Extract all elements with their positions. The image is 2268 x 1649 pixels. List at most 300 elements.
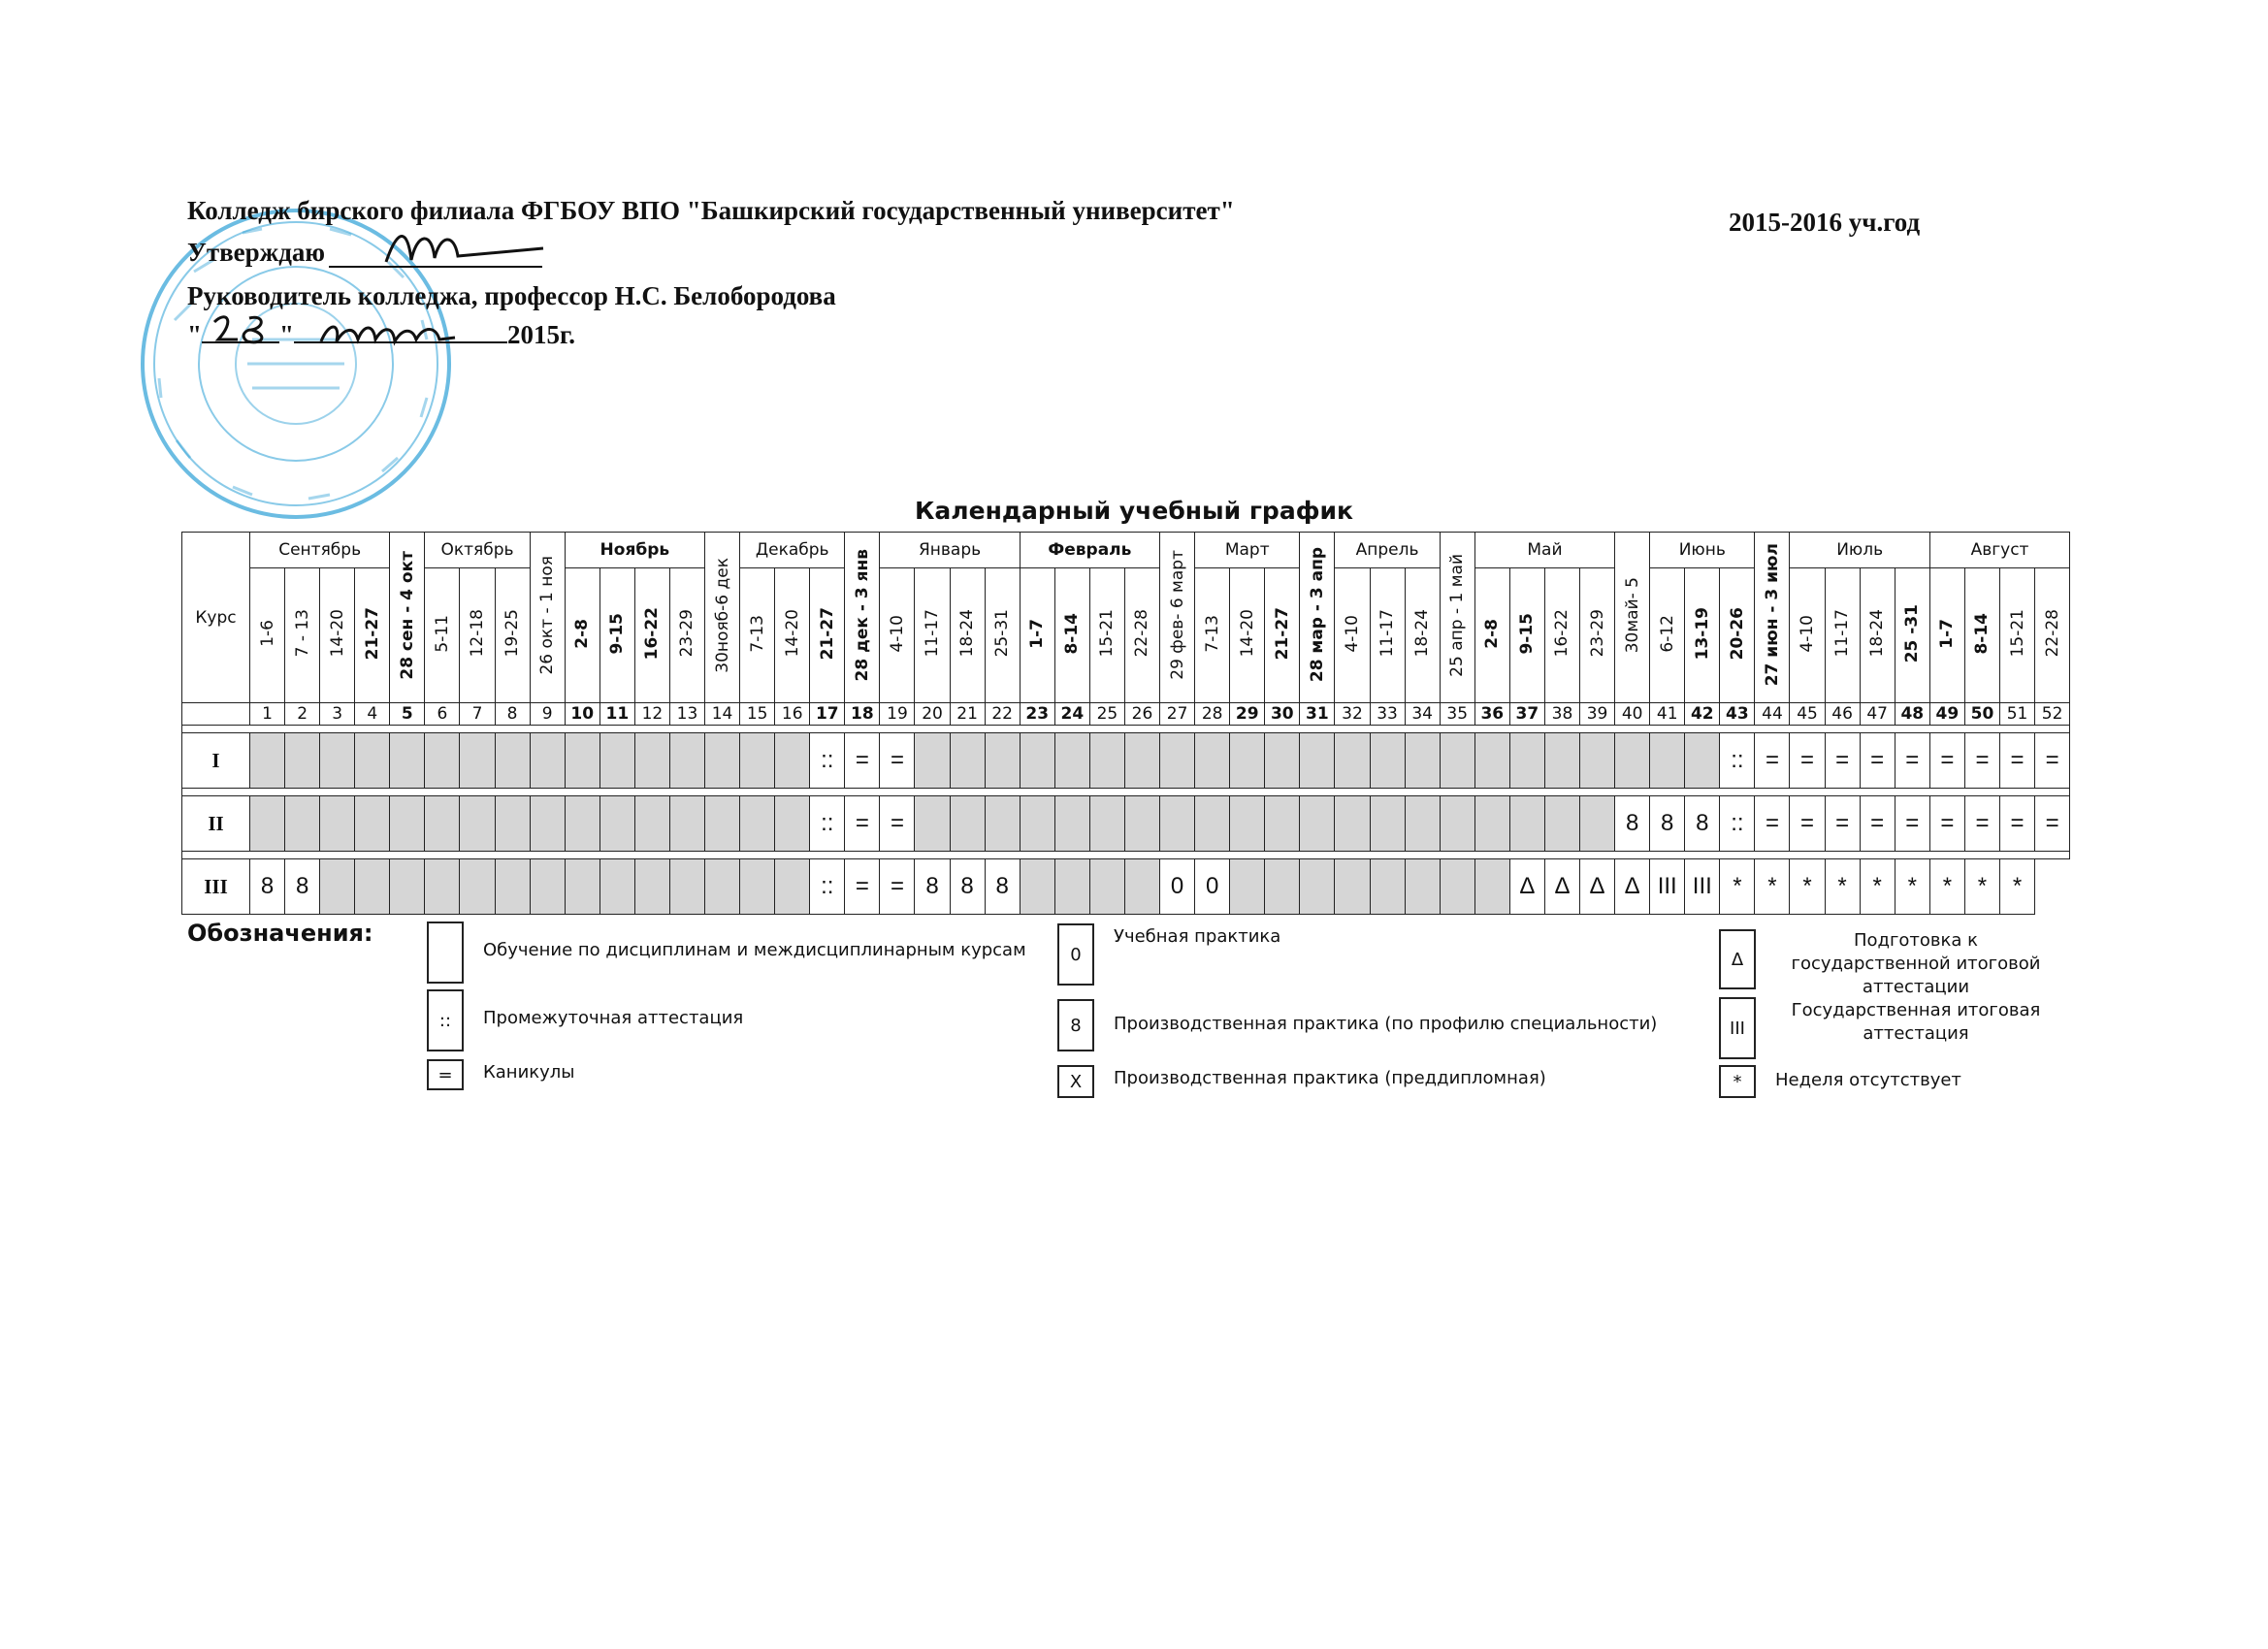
transition-week-header [1440, 533, 1474, 703]
legend-symbol: Δ [1719, 929, 1756, 989]
schedule-cell [1020, 733, 1054, 789]
week-range-header [1964, 568, 1999, 703]
week-number: 51 [2000, 703, 2035, 726]
week-number: 19 [880, 703, 915, 726]
week-range-header [1335, 568, 1370, 703]
schedule-cell [1580, 796, 1615, 852]
schedule-cell [775, 859, 810, 915]
week-range-header [740, 568, 775, 703]
schedule-cell [1580, 733, 1615, 789]
schedule-cell: 8 [1650, 796, 1685, 852]
week-range-label: 20-26 [1727, 606, 1747, 661]
schedule-cell [530, 733, 565, 789]
week-range-label: 22-28 [2042, 609, 2062, 658]
course-row [182, 859, 2070, 915]
legend-symbol: III [1719, 997, 1756, 1059]
week-range-label: 21-27 [817, 606, 837, 661]
schedule-cell: 8 [1615, 796, 1650, 852]
legend-symbol [427, 922, 464, 984]
schedule-cell: 8 [1685, 796, 1720, 852]
week-range-header [1509, 568, 1544, 703]
schedule-cell [705, 796, 740, 852]
week-range-label: 22-28 [1132, 609, 1152, 658]
schedule-cell [460, 796, 495, 852]
schedule-cell [250, 733, 285, 789]
week-range-label: 6-12 [1657, 614, 1677, 653]
week-range-header [1860, 568, 1895, 703]
transition-week-label: 28 мар - 3 апр [1307, 547, 1327, 683]
schedule-cell: :: [810, 796, 845, 852]
schedule-cell [425, 859, 460, 915]
week-number: 29 [1230, 703, 1265, 726]
legend-symbol: X [1057, 1065, 1094, 1098]
schedule-cell [1230, 796, 1265, 852]
schedule-cell [1474, 733, 1509, 789]
schedule-cell: = [880, 859, 915, 915]
week-range-header [634, 568, 669, 703]
date-quote-open: " [187, 320, 202, 349]
week-range-label: 18-24 [1412, 609, 1433, 658]
schedule-cell [355, 796, 390, 852]
schedule-cell [285, 796, 320, 852]
legend-text: Производственная практика (по профилю специальности) [1114, 1014, 1658, 1034]
schedule-cell: = [1825, 796, 1860, 852]
week-number: 13 [669, 703, 704, 726]
schedule-cell: :: [1720, 796, 1755, 852]
week-number: 44 [1755, 703, 1790, 726]
schedule-cell [950, 796, 985, 852]
week-number: 41 [1650, 703, 1685, 726]
transition-week-label: 29 фев- 6 март [1167, 550, 1187, 680]
month-header: Октябрь [425, 533, 530, 568]
week-range-header [495, 568, 530, 703]
schedule-cell [705, 859, 740, 915]
legend-title: Обозначения: [187, 920, 373, 947]
schedule-cell [1685, 733, 1720, 789]
week-range-label: 25 -31 [1902, 603, 1923, 663]
week-range-header [810, 568, 845, 703]
schedule-cell: = [1964, 796, 1999, 852]
transition-week-label: 26 окт - 1 ноя [537, 555, 558, 675]
schedule-cell: Δ [1544, 859, 1579, 915]
week-number: 35 [1440, 703, 1474, 726]
schedule-cell [1195, 733, 1230, 789]
schedule-cell [1440, 796, 1474, 852]
schedule-cell [1265, 796, 1300, 852]
schedule-cell [1265, 733, 1300, 789]
week-number: 20 [915, 703, 950, 726]
schedule-cell: * [1860, 859, 1895, 915]
date-day-field [202, 341, 279, 343]
course-label: I [182, 733, 250, 789]
number-row-spacer [182, 703, 250, 726]
week-range-header [2035, 568, 2070, 703]
week-number: 5 [390, 703, 425, 726]
calendar-schedule-table [181, 532, 2070, 915]
week-range-header [669, 568, 704, 703]
schedule-cell [565, 796, 599, 852]
legend-text: Производственная практика (преддипломная) [1114, 1068, 1546, 1088]
week-range-header [320, 568, 355, 703]
schedule-cell [669, 796, 704, 852]
schedule-cell [1405, 859, 1440, 915]
week-range-header [1265, 568, 1300, 703]
legend-symbol: = [427, 1059, 464, 1090]
schedule-cell [355, 859, 390, 915]
schedule-cell: * [1755, 859, 1790, 915]
week-range-header [1580, 568, 1615, 703]
schedule-cell [1509, 796, 1544, 852]
legend-text: Государственная итоговая аттестация [1791, 1000, 2041, 1044]
week-number: 45 [1790, 703, 1825, 726]
legend-text: Неделя отсутствует [1775, 1070, 1961, 1090]
week-number: 27 [1160, 703, 1195, 726]
schedule-cell: * [1790, 859, 1825, 915]
week-range-header [565, 568, 599, 703]
schedule-cell: Δ [1509, 859, 1544, 915]
schedule-cell [1020, 796, 1054, 852]
month-header: Август [1929, 533, 2069, 568]
schedule-cell: * [1720, 859, 1755, 915]
week-range-label: 12-18 [468, 609, 487, 658]
schedule-cell [915, 733, 950, 789]
schedule-cell [530, 796, 565, 852]
schedule-cell [565, 733, 599, 789]
schedule-cell: = [845, 859, 880, 915]
transition-week-header [845, 533, 880, 703]
schedule-cell [1124, 733, 1159, 789]
week-range-header [1790, 568, 1825, 703]
week-range-label: 11-17 [923, 609, 943, 658]
week-range-header [775, 568, 810, 703]
schedule-cell: * [1895, 859, 1929, 915]
schedule-cell: = [2000, 796, 2035, 852]
schedule-cell [1124, 859, 1159, 915]
month-header: Апрель [1335, 533, 1440, 568]
legend-symbol: :: [427, 989, 464, 1051]
transition-week-label: 27 июн - 3 июл [1762, 543, 1782, 687]
schedule-cell: * [2000, 859, 2035, 915]
week-range-header [1230, 568, 1265, 703]
organization-title: Колледж бирского филиала ФГБОУ ВПО "Башкирский государственный университет" [187, 196, 1235, 225]
week-range-label: 14-20 [1237, 609, 1257, 658]
director-line: Руководитель колледжа, профессор Н.С. Белобородова [187, 281, 836, 310]
schedule-cell: = [1860, 796, 1895, 852]
week-range-label: 16-22 [642, 606, 663, 661]
week-range-header [915, 568, 950, 703]
week-range-header [1895, 568, 1929, 703]
schedule-cell [599, 859, 634, 915]
schedule-cell [915, 796, 950, 852]
week-range-label: 11-17 [1377, 609, 1398, 658]
week-range-label: 23-29 [1587, 609, 1607, 658]
schedule-cell: = [845, 796, 880, 852]
schedule-cell: * [1964, 859, 1999, 915]
week-range-label: 19-25 [502, 609, 523, 658]
schedule-cell [669, 733, 704, 789]
week-number: 33 [1370, 703, 1405, 726]
week-range-label: 18-24 [957, 609, 978, 658]
schedule-cell: III [1685, 859, 1720, 915]
legend-symbol: * [1719, 1065, 1756, 1098]
transition-week-label: 30нояб-6 дек [712, 557, 732, 673]
week-number: 36 [1474, 703, 1509, 726]
week-number: 48 [1895, 703, 1929, 726]
week-range-header [1544, 568, 1579, 703]
schedule-cell [460, 859, 495, 915]
schedule-cell [495, 796, 530, 852]
schedule-cell [634, 796, 669, 852]
signature-line [329, 242, 542, 268]
schedule-cell [705, 733, 740, 789]
week-range-header [950, 568, 985, 703]
week-number: 6 [425, 703, 460, 726]
week-number: 15 [740, 703, 775, 726]
schedule-cell [740, 733, 775, 789]
week-range-label: 13-19 [1692, 606, 1712, 661]
schedule-cell [1020, 859, 1054, 915]
week-range-label: 7-13 [1202, 614, 1222, 653]
schedule-cell: = [1790, 796, 1825, 852]
schedule-cell: 8 [250, 859, 285, 915]
schedule-cell [1300, 796, 1335, 852]
schedule-cell [390, 733, 425, 789]
course-row [182, 796, 2070, 852]
schedule-cell [1230, 733, 1265, 789]
month-header: Декабрь [740, 533, 845, 568]
week-range-label: 7 - 13 [292, 609, 312, 658]
schedule-cell [1089, 733, 1124, 789]
week-number: 8 [495, 703, 530, 726]
schedule-cell [320, 733, 355, 789]
schedule-cell [1054, 733, 1089, 789]
schedule-cell: 8 [950, 859, 985, 915]
week-number: 31 [1300, 703, 1335, 726]
week-number: 21 [950, 703, 985, 726]
week-range-header [985, 568, 1020, 703]
schedule-cell [985, 733, 1020, 789]
week-range-header [880, 568, 915, 703]
legend-text: Промежуточная аттестация [483, 1008, 744, 1028]
schedule-cell [1474, 859, 1509, 915]
transition-week-header [530, 533, 565, 703]
week-number: 25 [1089, 703, 1124, 726]
schedule-cell [1335, 796, 1370, 852]
schedule-cell: = [2035, 796, 2070, 852]
schedule-cell [1160, 796, 1195, 852]
schedule-cell: :: [810, 859, 845, 915]
approve-label: Утверждаю [187, 238, 326, 267]
month-header: Февраль [1020, 533, 1159, 568]
week-number: 34 [1405, 703, 1440, 726]
week-range-label: 7-13 [747, 614, 767, 653]
schedule-cell [1054, 796, 1089, 852]
legend-text: Учебная практика [1114, 926, 1281, 947]
schedule-cell: = [880, 733, 915, 789]
schedule-cell [1650, 733, 1685, 789]
schedule-cell [320, 796, 355, 852]
week-number: 38 [1544, 703, 1579, 726]
week-number: 4 [355, 703, 390, 726]
week-number: 39 [1580, 703, 1615, 726]
week-range-label: 14-20 [327, 609, 347, 658]
schedule-cell [425, 733, 460, 789]
schedule-cell: = [1755, 733, 1790, 789]
week-range-header [1929, 568, 1964, 703]
week-range-header [460, 568, 495, 703]
schedule-cell [1124, 796, 1159, 852]
week-range-label: 4-10 [1342, 614, 1362, 653]
schedule-cell [950, 733, 985, 789]
transition-week-header [390, 533, 425, 703]
week-number: 30 [1265, 703, 1300, 726]
schedule-cell [390, 796, 425, 852]
schedule-cell [285, 733, 320, 789]
schedule-title: Календарный учебный график [915, 497, 1353, 525]
week-range-header [425, 568, 460, 703]
week-range-label: 25-31 [992, 609, 1013, 658]
week-number: 42 [1685, 703, 1720, 726]
approval-line [187, 238, 542, 268]
schedule-cell [740, 796, 775, 852]
schedule-cell [1265, 859, 1300, 915]
schedule-cell [740, 859, 775, 915]
legend-symbol: 0 [1057, 923, 1094, 986]
schedule-cell: 8 [985, 859, 1020, 915]
month-header: Ноябрь [565, 533, 704, 568]
week-range-header [1650, 568, 1685, 703]
week-number: 14 [705, 703, 740, 726]
schedule-cell [669, 859, 704, 915]
week-number: 37 [1509, 703, 1544, 726]
schedule-cell [1160, 733, 1195, 789]
schedule-cell: = [2035, 733, 2070, 789]
date-month-field [294, 341, 507, 343]
schedule-cell [1544, 796, 1579, 852]
schedule-cell [1474, 796, 1509, 852]
week-range-label: 9-15 [1517, 612, 1538, 655]
schedule-cell [1405, 733, 1440, 789]
week-range-label: 15-21 [1097, 609, 1118, 658]
transition-week-header [1615, 533, 1650, 703]
schedule-cell: 8 [915, 859, 950, 915]
date-quote-close: " [279, 320, 294, 349]
schedule-cell [1615, 733, 1650, 789]
schedule-cell [495, 733, 530, 789]
schedule-cell [1544, 733, 1579, 789]
month-header: Январь [880, 533, 1020, 568]
schedule-cell [495, 859, 530, 915]
week-range-label: 1-7 [1027, 618, 1048, 649]
schedule-cell [1440, 733, 1474, 789]
legend-text: Обучение по дисциплинам и междисциплинарным курсам [483, 940, 1026, 960]
week-range-header [1089, 568, 1124, 703]
schedule-cell: Δ [1580, 859, 1615, 915]
week-number: 49 [1929, 703, 1964, 726]
row-separator [182, 852, 2070, 859]
schedule-cell: = [880, 796, 915, 852]
schedule-cell: 8 [285, 859, 320, 915]
course-label: II [182, 796, 250, 852]
week-range-label: 8-14 [1972, 612, 1993, 655]
transition-week-label: 25 апр - 1 май [1447, 553, 1468, 677]
week-number: 47 [1860, 703, 1895, 726]
schedule-cell [250, 796, 285, 852]
week-range-label: 4-10 [1798, 614, 1818, 653]
month-header: Март [1195, 533, 1300, 568]
schedule-cell [1054, 859, 1089, 915]
week-range-label: 21-27 [1272, 606, 1292, 661]
schedule-cell [1089, 796, 1124, 852]
transition-week-header [705, 533, 740, 703]
schedule-cell [1370, 796, 1405, 852]
week-number: 52 [2035, 703, 2070, 726]
week-number: 11 [599, 703, 634, 726]
schedule-cell: = [1929, 733, 1964, 789]
schedule-cell [1335, 859, 1370, 915]
schedule-cell [1370, 859, 1405, 915]
week-range-label: 8-14 [1062, 612, 1083, 655]
schedule-cell [1300, 859, 1335, 915]
transition-week-header [1160, 533, 1195, 703]
transition-week-label: 30май- 5 [1622, 576, 1642, 654]
row-separator [182, 789, 2070, 796]
week-number: 46 [1825, 703, 1860, 726]
month-header: Май [1474, 533, 1614, 568]
transition-week-label: 28 дек - 3 янв [852, 548, 872, 682]
week-number: 23 [1020, 703, 1054, 726]
schedule-cell: = [1964, 733, 1999, 789]
week-range-header [2000, 568, 2035, 703]
schedule-cell: = [1929, 796, 1964, 852]
schedule-cell: :: [810, 733, 845, 789]
schedule-cell: * [1825, 859, 1860, 915]
legend-text: Каникулы [483, 1062, 575, 1083]
kurs-header: Курс [182, 533, 250, 703]
week-range-header [285, 568, 320, 703]
week-range-label: 4-10 [887, 614, 907, 653]
week-range-header [1124, 568, 1159, 703]
week-range-header [355, 568, 390, 703]
week-number: 16 [775, 703, 810, 726]
transition-week-header [1300, 533, 1335, 703]
legend-symbol: 8 [1057, 999, 1094, 1051]
week-range-label: 18-24 [1867, 609, 1888, 658]
week-range-header [1195, 568, 1230, 703]
week-number: 18 [845, 703, 880, 726]
schedule-cell: Δ [1615, 859, 1650, 915]
week-range-label: 15-21 [2007, 609, 2027, 658]
week-range-label: 1-7 [1937, 618, 1958, 649]
week-range-header [1825, 568, 1860, 703]
week-number: 7 [460, 703, 495, 726]
week-number: 28 [1195, 703, 1230, 726]
week-range-header [1720, 568, 1755, 703]
row-separator [182, 726, 2070, 733]
transition-week-label: 28 сен - 4 окт [397, 550, 417, 680]
week-number: 50 [1964, 703, 1999, 726]
week-number: 2 [285, 703, 320, 726]
schedule-cell: = [2000, 733, 2035, 789]
schedule-cell: * [1929, 859, 1964, 915]
week-range-header [1370, 568, 1405, 703]
week-range-label: 21-27 [362, 606, 382, 661]
schedule-cell: = [1895, 733, 1929, 789]
week-range-label: 11-17 [1832, 609, 1853, 658]
schedule-cell [599, 796, 634, 852]
week-number: 24 [1054, 703, 1089, 726]
schedule-cell [599, 733, 634, 789]
